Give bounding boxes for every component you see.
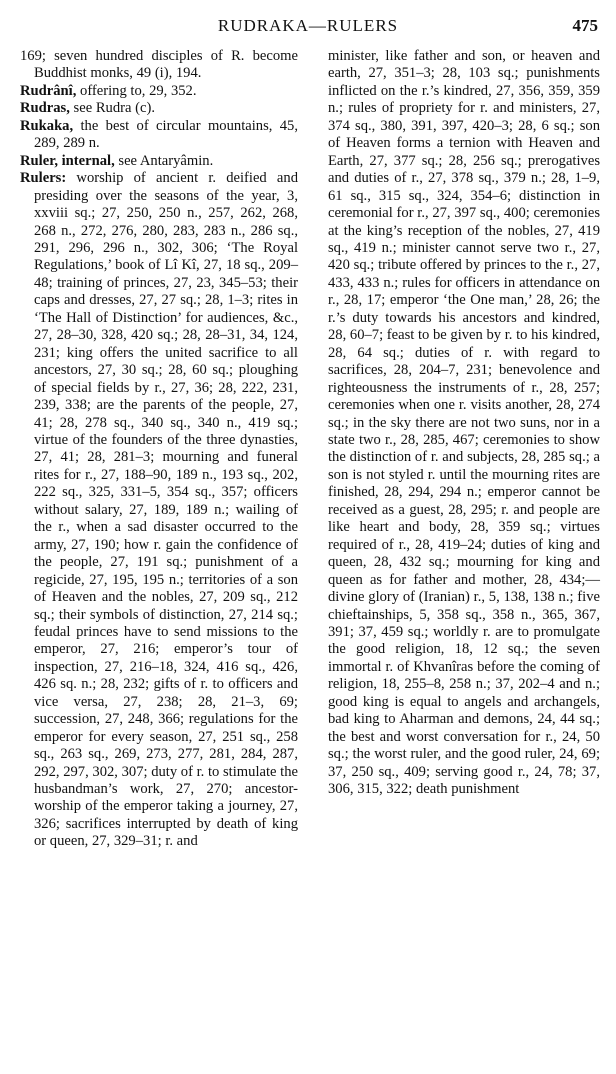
entry-headword: Ruler, internal, [20, 152, 115, 169]
entry-text: worship of ancient r. deified and presiding over the seasons of the year, 3, xxviii sq.; 27, 250, 250 n., 257, 262, 268, 268 n., 272, 276, 280, 283, 283 n., 286 sq., 291, 296, 296 n., 302, 306; ‘The Royal Regulations,’ book of Lî Kî, 27, 18 sq., 209–48; training of princes, 27, 23, 345–53; their caps and dresses, 27, 27 sq.; 28, 1–3; rites in ‘The Hall of Distinction’ for audiences, &c., 27, 28–30, 328, 420 sq.; 28, 28–31, 34, 124, 231; king offers the united sacrifice to all ancestors, 27, 30 sq.; 28, 60 sq.; ploughing of special fields by r., 27, 36; 28, 222, 231, 239, 338; are the parents of the people, 27, 41; 28, 278 sq., 340 sq., 340 n., 419 sq.; virtue of the founders of the three dynasties, 27, 41; 28, 281–3; mourning and funeral rites for r., 27, 188–90, 189 n., 193 sq., 202, 222 sq., 325, 331–5, 354 sq., 357; officers without salary, 27, 189, 189 n.; wailing of the r., when a sad disaster occurred to the army, 27, 190; how r. gain the confidence of the people, 27, 191 sq.; punishment of a regicide, 27, 195, 195 n.; territories of a son of Heaven and the nobles, 27, 209 sq., 212 sq.; their symbols of distinction, 27, 214 sq.; feudal princes have to send missions to the emperor, 27, 216; emperor’s tour of inspection, 27, 216–18, 324, 416 sq., 426, 426 sq. n.; 28, 232; gifts of r. to officers and vice versa, 27, 238; 28, 21–3, 69; succession, 27, 248, 366; regulations for the emperor for every season, 27, 251 sq., 258 sq., 263 sq., 269, 273, 277, 281, 284, 287, 292, 297, 302, 307; duty of r. to stimulate the husbandman’s work, 27, 270; ancestor-worship of the emperor taking a journey, 27, 326; sacrifices interrupted by death of king or queen, 27, 329–31; r. and [34, 170, 298, 850]
running-head: RUDRAKA—RULERS [217, 16, 399, 35]
entry-headword: Rudrânî, [20, 82, 77, 99]
entry-text: 169; seven hundred disciples of R. become Buddhist monks, 49 (i), 194. [20, 48, 298, 82]
right-column [328, 48, 600, 798]
index-entry-rudrani [20, 83, 298, 100]
index-entry-ruler-internal [20, 153, 298, 170]
continued-entry [20, 48, 298, 83]
entry-text: offering to, 29, 352. [80, 82, 197, 99]
entry-headword: Rukaka, [20, 117, 74, 134]
entry-text: see Rudra (c). [73, 100, 155, 117]
left-column [20, 48, 298, 851]
index-entry-rulers [20, 170, 298, 851]
entry-text: see Antaryâmin. [118, 152, 214, 169]
page-number: 475 [572, 16, 598, 35]
entry-headword: Rudras, [20, 100, 70, 117]
continued-entry-text: minister, like father and son, or heaven and earth, 27, 351–3; 28, 103 sq.; punishments inflicted on the r.’s kindred, 27, 356, 359, 359 n.; rules of propriety for r. and ministers, 27, 374 sq., 380, 391, 397, 420–3; 28, 6 sq.; son of Heaven forms a ternion with Heaven and Earth, 27, 377 sq.; 28, 256 sq.; prerogatives and duties of r., 27, 378 sq., 379 n.; 28, 1–9, 61 sq., 315 sq., 324, 354–6; distinction in ceremonial for r., 27, 397 sq., 400; ceremonies at the king’s reception of the nobles, 27, 419 sq., 419 n.; minister cannot serve two r., 27, 420 sq.; tribute offered by princes to the r., 27, 433, 433 n.; rules for officers in attendance on r., 28, 17; emperor ‘the One man,’ 28, 26; the r.’s duty towards his ancestors and kindred, 28, 60–7; feast to be given by r. to his kindred, 28, 64 sq.; duties of r. with regard to sacrifices, 28, 204–7, 231; benevolence and righteousness the instruments of r., 28, 257; ceremonies when one r. visits another, 28, 274 sq.; in the sky there are not two suns, nor in a state two r., 28, 285, 467; ceremonies to show the distinction of r. and subjects, 28, 285 sq.; a son is not styled r. until the mourning rites are finished, 28, 294, 294 n.; emperor cannot be received as a guest, 28, 295; r. and people are like heart and body, 28, 359 sq.; virtues required of r., 28, 419–24; duties of king and queen, 28, 432 sq.; mourning for king and queen as for father and mother, 28, 434;—divine glory of (Iranian) r., 5, 138, 138 n.; five chieftainships, 5, 358 sq., 358 n., 365, 367, 391; 37, 459 sq.; worldly r. are to promulgate the good religion, 18, 12 sq.; the seven immortal r. of Khvanîras before the coming of religion, 18, 255–8, 258 n.; 37, 202–4 and n.; good king is equal to angels and archangels, bad king to Aharman and demons, 24, 44 sq.; the best and worst conversation for r., 24, 50 sq.; the worst ruler, and the good ruler, 24, 69; 37, 250 sq., 409; serving good r., 24, 78; 37, 306, 315, 322; death punishment [328, 48, 600, 798]
entry-headword: Rulers: [20, 170, 67, 187]
page-header [0, 16, 616, 42]
index-entry-rudras [20, 100, 298, 117]
entry-text: the best of circular mountains, 45, 289, 289 n. [34, 117, 298, 152]
index-entry-rukaka [20, 118, 298, 153]
